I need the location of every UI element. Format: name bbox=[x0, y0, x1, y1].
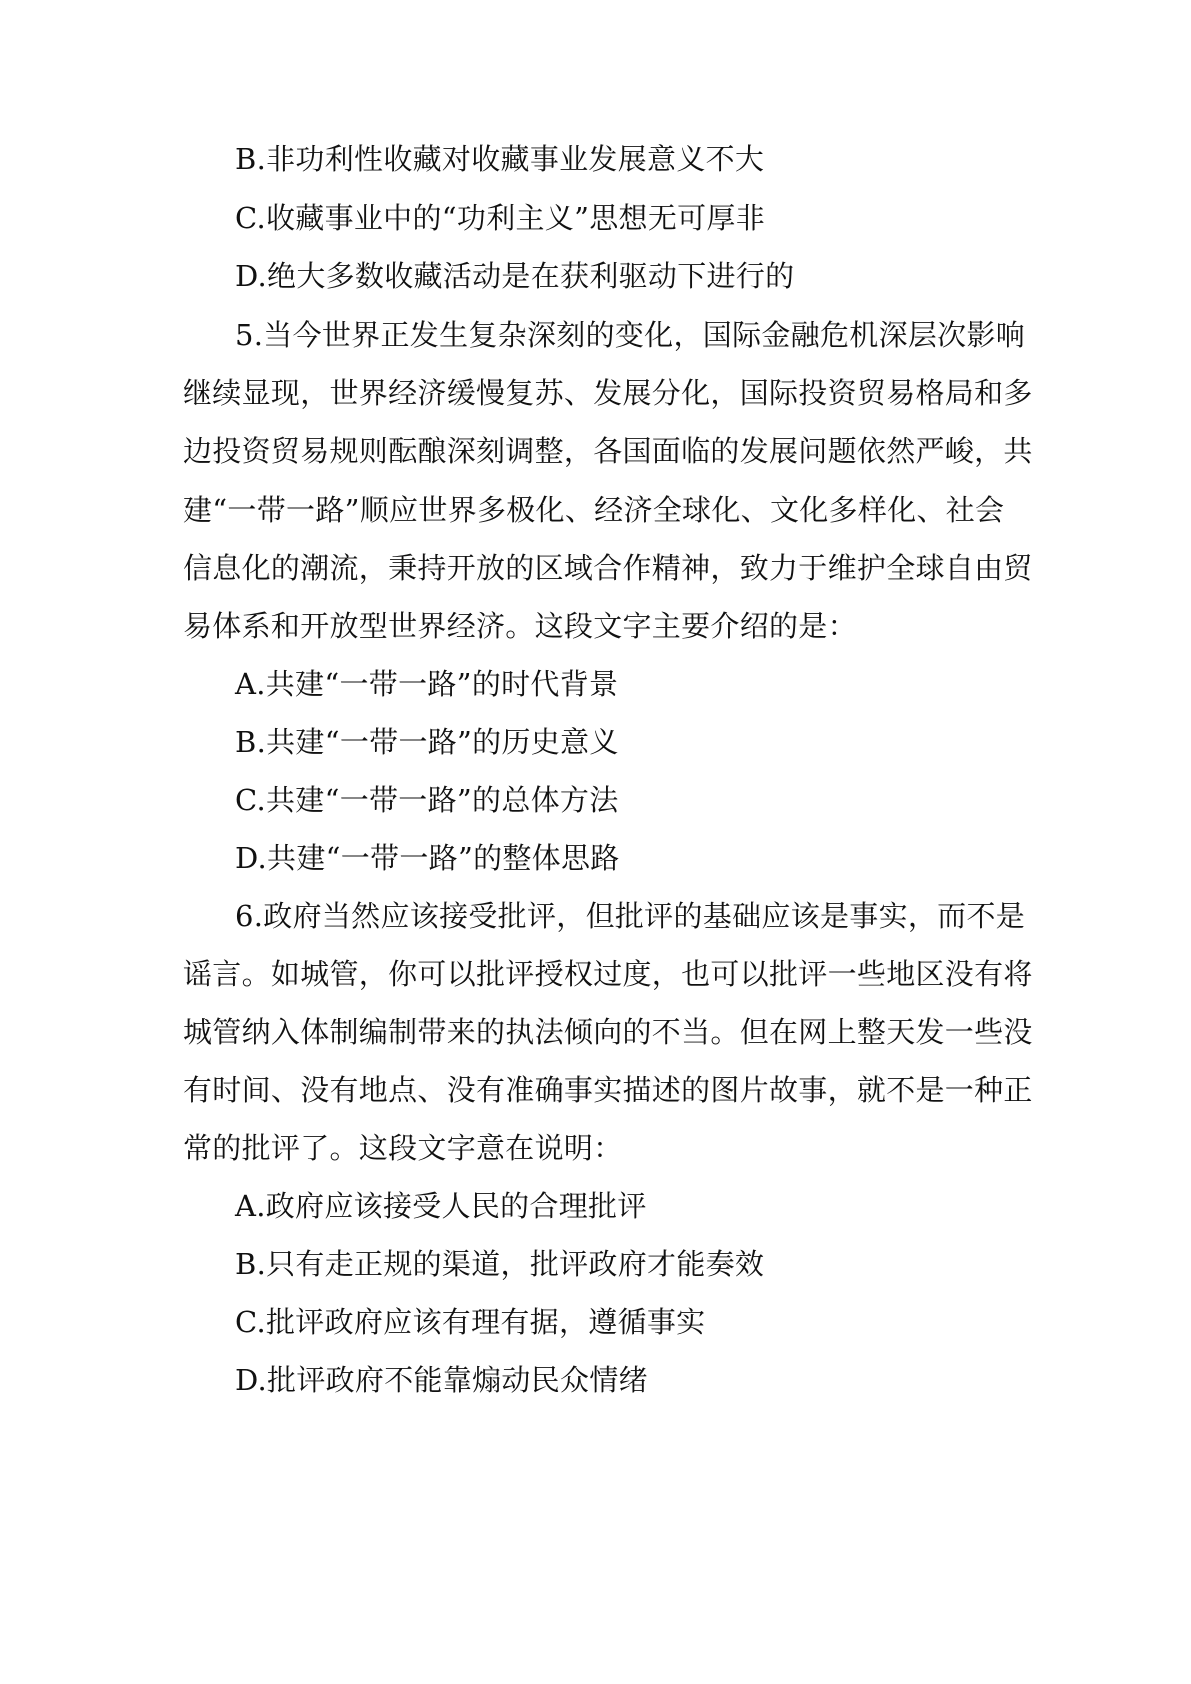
option-b-q6: B.只有走正规的渠道，批评政府才能奏效 bbox=[235, 1247, 765, 1281]
option-a-q6: A.政府应该接受人民的合理批评 bbox=[235, 1189, 647, 1223]
question-6-line-3: 城管纳入体制编制带来的执法倾向的不当。但在网上整天发一些没 bbox=[183, 1015, 1033, 1049]
question-6-line-4: 有时间、没有地点、没有准确事实描述的图片故事，就不是一种正 bbox=[183, 1073, 1033, 1107]
option-c-q6: C.批评政府应该有理有据，遵循事实 bbox=[235, 1305, 706, 1339]
option-d-q6: D.批评政府不能靠煽动民众情绪 bbox=[235, 1363, 648, 1397]
option-d-q5: D.共建“一带一路”的整体思路 bbox=[235, 841, 620, 875]
option-c-q5: C.共建“一带一路”的总体方法 bbox=[235, 783, 619, 817]
question-6-line-1: 6.政府当然应该接受批评，但批评的基础应该是事实，而不是 bbox=[235, 899, 1026, 933]
question-6-line-5: 常的批评了。这段文字意在说明： bbox=[183, 1131, 623, 1165]
question-6-line-2: 谣言。如城管，你可以批评授权过度，也可以批评一些地区没有将 bbox=[183, 957, 1033, 991]
option-d-q4: D.绝大多数收藏活动是在获利驱动下进行的 bbox=[235, 259, 795, 293]
question-5-line-4: 建“一带一路”顺应世界多极化、经济全球化、文化多样化、社会 bbox=[183, 493, 1005, 527]
question-5-line-2: 继续显现，世界经济缓慢复苏、发展分化，国际投资贸易格局和多 bbox=[183, 376, 1033, 410]
option-a-q5: A.共建“一带一路”的时代背景 bbox=[235, 667, 619, 701]
question-5-line-6: 易体系和开放型世界经济。这段文字主要介绍的是： bbox=[183, 609, 857, 643]
option-b-q5: B.共建“一带一路”的历史意义 bbox=[235, 725, 619, 759]
question-5-line-3: 边投资贸易规则酝酿深刻调整，各国面临的发展问题依然严峻，共 bbox=[183, 434, 1033, 468]
question-5-line-1: 5.当今世界正发生复杂深刻的变化，国际金融危机深层次影响 bbox=[235, 318, 1026, 352]
option-c-q4: C.收藏事业中的“功利主义”思想无可厚非 bbox=[235, 201, 766, 235]
option-b-q4: B.非功利性收藏对收藏事业发展意义不大 bbox=[235, 142, 765, 176]
question-5-line-5: 信息化的潮流，秉持开放的区域合作精神，致力于维护全球自由贸 bbox=[183, 551, 1033, 585]
